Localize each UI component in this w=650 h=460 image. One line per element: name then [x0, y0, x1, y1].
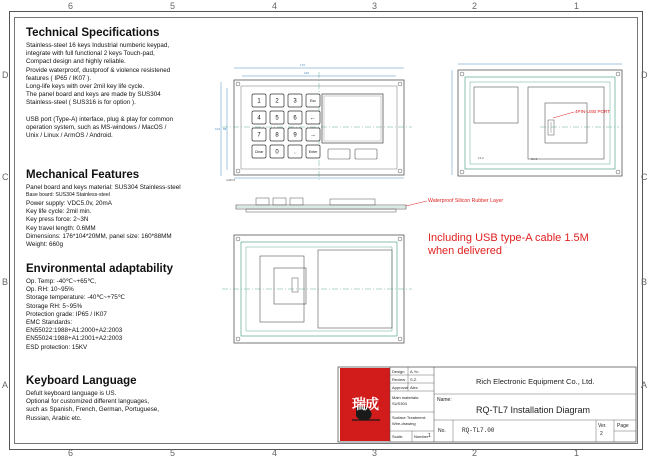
svg-text:88: 88 — [223, 127, 227, 131]
keypad-key-label: 1 — [257, 98, 261, 105]
keypad-key-label: . — [294, 149, 296, 156]
keypad-key-label: 0 — [275, 149, 279, 156]
usb-port-label: 4PIN-USB PORT — [575, 109, 611, 114]
column-number-bottom: 6 — [68, 448, 74, 458]
drawing-number: RQ-TL7.00 — [462, 427, 495, 434]
material-value: SUS304 — [392, 401, 407, 406]
mechanical-line-1: Panel board and keys material: SUS304 Stainless-steel — [26, 184, 181, 191]
keypad-key-label: ← — [310, 115, 316, 122]
svg-text:4-Ø3.5: 4-Ø3.5 — [226, 178, 236, 182]
keypad-front-view — [215, 63, 412, 182]
environmental-heading: Environmental adaptability — [26, 263, 173, 275]
keypad-rear-view — [452, 64, 622, 176]
column-number-top: 6 — [68, 1, 74, 11]
keypad-key-label: 4 — [257, 115, 261, 122]
keypad-key-label: 2 — [275, 98, 279, 105]
svg-text:104: 104 — [215, 127, 221, 131]
keypad-key-label: 3 — [293, 98, 297, 105]
mechanical-features-heading: Mechanical Features — [26, 169, 140, 181]
svg-text:176: 176 — [300, 63, 306, 67]
keypad-key-label: → — [310, 132, 316, 139]
scale-label: Scale: — [392, 434, 404, 439]
technical-specifications-heading: Technical Specifications — [26, 27, 160, 39]
number-value: 1 — [428, 433, 431, 439]
version-value: 2 — [600, 431, 603, 437]
keypad-keys — [252, 94, 320, 158]
mechanical-line-2: Base board: SUS304 Stainless-steel — [26, 192, 110, 198]
row-letter-left: C — [2, 172, 9, 182]
material-label: Main materials: — [392, 395, 420, 400]
column-number-bottom: 2 — [472, 448, 478, 458]
version-label: Ver. — [598, 423, 607, 429]
keypad-mounting-view — [222, 235, 412, 343]
column-number-bottom: 4 — [272, 448, 278, 458]
row-letter-right: A — [641, 380, 648, 390]
drawing-name: RQ-TL7 Installation Diagram — [476, 405, 591, 415]
row-letter-left: A — [2, 380, 9, 390]
review-label: Review — [392, 377, 406, 382]
svg-text:R1.5: R1.5 — [531, 157, 538, 161]
keypad-key-label: 6 — [293, 115, 297, 122]
row-letter-right: C — [641, 172, 648, 182]
design-label: Design — [392, 369, 405, 374]
keypad-key-label: Enter — [308, 149, 318, 154]
company-name: Rich Electronic Equipment Co., Ltd. — [476, 377, 595, 386]
column-number-bottom: 5 — [170, 448, 176, 458]
approval-label: Approval — [392, 385, 408, 390]
usb-cable-note: Including USB type-A cable 1.5M when delivered — [428, 232, 589, 257]
keyboard-language-heading: Keyboard Language — [26, 375, 137, 387]
row-letter-left: D — [2, 70, 9, 80]
approval-value: Alex — [410, 385, 418, 390]
surface-value: Wire-drawing — [392, 421, 416, 426]
row-letter-right: D — [641, 70, 648, 80]
surface-label: Surface Treatment: — [392, 415, 427, 420]
column-number-bottom: 3 — [372, 448, 378, 458]
column-number-top: 2 — [472, 1, 478, 11]
keyboard-language-text: Defult keyboard language is US. Optional for customized different languages, such as Spanish, French, German, Portuguese, Russian, Arabic etc. — [26, 390, 160, 422]
environmental-text: Op. Temp: -40℃~+65℃, Op. RH: 10~95% Storage temperature: -40℃~+75℃ Storage RH: 5~95% Protection grade: IP65 / IK07 EMC Standards: EN55022:1988+A1:2000+A2:2003 EN55024:1988+A1:2001+A2:2003 ESD protection: 15KV — [26, 278, 125, 351]
technical-specifications-text: Stainless-steel 16 keys Industrial numberic keypad, integrate with full functional 2 keys Touch-pad, Compact design and highly reliable. Provide waterproof, dustproof & violence resistened features ( IP65 / IK07 ). Long-life keys with over 2mil key life cycle. The panel board and keys are made by SUS304 Stainless-steel ( SUS316 is for option ). USB port (Type-A) interface, plug & play for common operation system, such as MS-windows / MacOS / Unix / Linux / ArmOS / Android. — [26, 42, 173, 140]
column-number-bottom: 1 — [574, 448, 580, 458]
svg-text:13.2: 13.2 — [478, 156, 484, 160]
svg-text:160: 160 — [304, 71, 310, 75]
row-letter-right: B — [641, 277, 648, 287]
name-label: Name: — [437, 397, 452, 403]
keypad-key-label: Clear — [254, 149, 264, 154]
keypad-side-view — [236, 198, 427, 212]
keypad-key-label: Esc — [310, 98, 316, 103]
row-letter-left: B — [2, 277, 9, 287]
review-value: S.Z. — [410, 377, 418, 382]
column-number-top: 3 — [372, 1, 378, 11]
page-label: Page — [617, 423, 629, 429]
company-logo: 瑞成 — [352, 396, 378, 412]
keypad-key-label: 5 — [275, 115, 279, 122]
number-label: Number — [414, 434, 429, 439]
column-number-top: 1 — [574, 1, 580, 11]
column-number-top: 4 — [272, 1, 278, 11]
keypad-key-label: 9 — [293, 132, 297, 139]
mechanical-features-text: Power supply: VDC5.0v, 20mA Key life cycle: 2mil min. Key press force: 2~3N Key travel length: 0.6MM Dimensions: 176*104*20MM, panel size: 160*88MM Weight: 660g — [26, 200, 172, 249]
no-label: No. — [438, 428, 446, 434]
design-value: A.Yu — [410, 369, 419, 374]
column-number-top: 5 — [170, 1, 176, 11]
keypad-key-label: 7 — [257, 132, 261, 139]
rubber-layer-label: Waterproof Silicon Rubber Layer — [428, 198, 504, 204]
keypad-key-label: 8 — [275, 132, 279, 139]
